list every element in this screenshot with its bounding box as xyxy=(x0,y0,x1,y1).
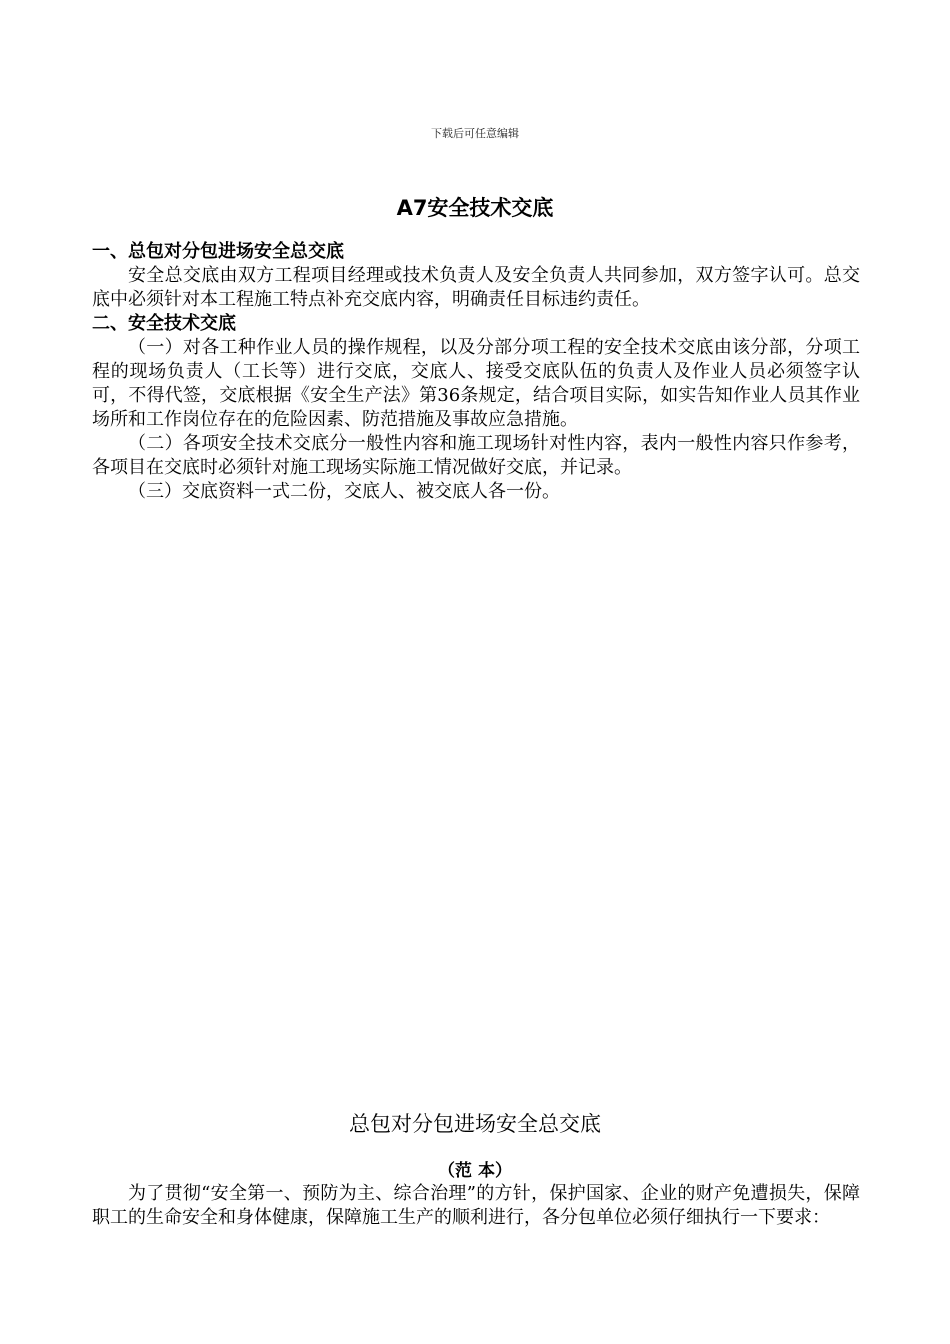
section-heading: 二、安全技术交底 xyxy=(92,313,236,334)
list-item: （二）各项安全技术交底分一般性内容和施工现场针对性内容，表内一般性内容只作参考，各项目在交底时必须针对施工现场实际施工情况做好交底，并记录。 xyxy=(92,433,860,478)
part2-intro: 为了贯彻“安全第一、预防为主、综合治理”的方针，保护国家、企业的财产免遭损失，保障职工的生命安全和身体健康，保障施工生产的顺利进行，各分包单位必须仔细执行一下要求： xyxy=(92,1183,860,1228)
part2-subtitle: （范 本） xyxy=(438,1161,512,1181)
document-title: A7安全技术交底 xyxy=(396,196,554,220)
header-note: 下载后可任意编辑 xyxy=(431,127,519,140)
list-item: （一）对各工种作业人员的操作规程，以及分部分项工程的安全技术交底由该分部，分项工程的现场负责人（工长等）进行交底，交底人、接受交底队伍的负责人及作业人员必须签字认可，不得代签，交底根据《安全生产法》第36条规定，结合项目实际，如实告知作业人员其作业场所和工作岗位存在的危险因素、防范措施及事故应急措施。 xyxy=(92,337,860,430)
section-heading: 一、总包对分包进场安全总交底 xyxy=(92,241,344,262)
section-paragraph: 安全总交底由双方工程项目经理或技术负责人及安全负责人共同参加，双方签字认可。总交底中必须针对本工程施工特点补充交底内容，明确责任目标违约责任。 xyxy=(92,265,860,310)
list-item: （三）交底资料一式二份，交底人、被交底人各一份。 xyxy=(128,481,560,502)
document-body xyxy=(92,240,860,504)
part2-title: 总包对分包进场安全总交底 xyxy=(349,1112,601,1136)
